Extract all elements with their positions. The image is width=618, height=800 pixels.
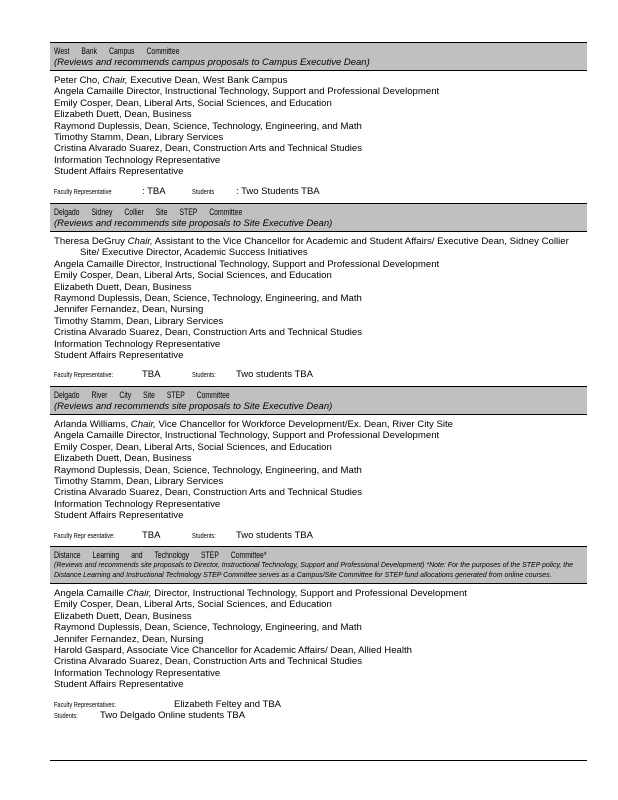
member-item <box>54 487 583 498</box>
member-name: Timothy Stamm, Dean, Library Services <box>54 315 224 327</box>
member-list <box>50 415 587 522</box>
member-name: Information Technology Representative <box>54 667 221 679</box>
member-name: Emily Cosper, Dean, Liberal Arts, Social Sciences, and Education <box>54 441 332 453</box>
member-role: Vice Chancellor for Workforce Development/Ex. Dean, River City Site <box>155 419 454 430</box>
member-name: Student Affairs Representative <box>54 350 184 362</box>
member-name: Student Affairs Representative <box>54 166 184 178</box>
students-label: Students: <box>192 370 216 380</box>
member-role: Director, Instructional Technology, Support and Professional Development <box>151 588 467 599</box>
member-item <box>54 499 583 510</box>
committee-section <box>50 546 587 721</box>
member-name: Peter Cho, <box>54 75 103 86</box>
member-name: Emily Cosper, Dean, Liberal Arts, Social Sciences, and Education <box>54 599 332 611</box>
member-name: Information Technology Representative <box>54 338 221 350</box>
member-name: Angela Camaille <box>54 588 127 599</box>
committee-header <box>50 386 587 415</box>
member-item <box>54 327 583 338</box>
committee-title: West Bank Campus Committee <box>54 46 180 57</box>
committee-title: Distance Learning and Technology STEP Committee* <box>54 550 267 561</box>
member-chair: Chair, <box>127 236 153 247</box>
member-name: Theresa DeGruy <box>54 236 128 247</box>
member-item <box>54 121 583 132</box>
member-item <box>54 510 583 521</box>
representatives-line <box>50 691 587 721</box>
member-name: Cristina Alvarado Suarez, Dean, Construction Arts and Technical Studies <box>54 327 363 339</box>
committee-section <box>50 203 587 380</box>
member-name: Emily Cosper, Dean, Liberal Arts, Social Sciences, and Education <box>54 270 332 282</box>
students-value: Two students TBA <box>236 529 313 541</box>
member-name: Cristina Alvarado Suarez, Dean, Construction Arts and Technical Studies <box>54 487 363 499</box>
faculty-value: TBA <box>142 369 161 381</box>
member-name: Student Affairs Representative <box>54 679 184 691</box>
member-chair: Chair, <box>102 75 128 86</box>
member-item <box>54 453 583 464</box>
member-name: Elizabeth Duett, Dean, Business <box>54 610 192 622</box>
member-item <box>54 75 583 86</box>
member-name: Timothy Stamm, Dean, Library Services <box>54 132 224 144</box>
member-item <box>54 259 583 270</box>
faculty-label: Faculty Representative: <box>54 370 114 380</box>
member-item <box>54 339 583 350</box>
member-name: Raymond Duplessis, Dean, Science, Technology, Engineering, and Math <box>54 622 362 634</box>
member-name: Timothy Stamm, Dean, Library Services <box>54 476 224 488</box>
member-item <box>54 430 583 441</box>
member-item <box>54 599 583 610</box>
member-item <box>54 109 583 120</box>
member-name: Angela Camaille Director, Instructional Technology, Support and Professional Development <box>54 258 440 270</box>
member-name: Arlanda Williams, <box>54 419 131 430</box>
committee-header <box>50 203 587 232</box>
member-item <box>54 86 583 97</box>
member-name: Information Technology Representative <box>54 498 221 510</box>
member-name: Elizabeth Duett, Dean, Business <box>54 453 192 465</box>
member-name: Raymond Duplessis, Dean, Science, Technology, Engineering, and Math <box>54 120 362 132</box>
member-name: Jennifer Fernandez, Dean, Nursing <box>54 633 204 645</box>
committee-note: (Reviews and recommends site proposals to Director, Instructional Technology, Support and Professional Development) *Note: For the purposes of the STEP policy, the Distance Learning and Instructional Technology STEP Committee serves as a Campus/Site Committee for STEP fund allocations generated from online courses. <box>54 562 574 579</box>
member-item <box>54 316 583 327</box>
representatives-line <box>50 178 587 197</box>
bottom-divider <box>50 760 587 761</box>
member-name: Information Technology Representative <box>54 154 221 166</box>
students-value: : Two Students TBA <box>236 185 320 197</box>
member-item <box>54 656 583 667</box>
member-item <box>54 476 583 487</box>
students-label: Students: <box>54 710 78 720</box>
member-item <box>54 270 583 281</box>
member-chair: Chair, <box>130 419 156 430</box>
faculty-value: Elizabeth Feltey and TBA <box>174 698 282 710</box>
member-list <box>50 584 587 691</box>
committee-title: Delgado River City Site STEP Committee <box>54 390 230 401</box>
committee-section <box>50 386 587 541</box>
committee-subtitle: (Reviews and recommends campus proposals to Campus Executive Dean) <box>54 57 370 68</box>
member-list <box>50 232 587 361</box>
member-item <box>54 350 583 361</box>
member-name: Angela Camaille Director, Instructional Technology, Support and Professional Development <box>54 430 440 442</box>
member-list <box>50 71 587 178</box>
member-name: Emily Cosper, Dean, Liberal Arts, Social Sciences, and Education <box>54 97 332 109</box>
member-name: Cristina Alvarado Suarez, Dean, Construction Arts and Technical Studies <box>54 656 363 668</box>
faculty-value: TBA <box>142 529 161 541</box>
member-name: Elizabeth Duett, Dean, Business <box>54 281 192 293</box>
committee-subtitle: (Reviews and recommends site proposals to Site Executive Dean) <box>54 218 333 229</box>
member-item <box>54 304 583 315</box>
member-item <box>54 143 583 154</box>
member-item <box>54 236 583 259</box>
member-name: Angela Camaille Director, Instructional Technology, Support and Professional Development <box>54 86 440 98</box>
member-item <box>54 611 583 622</box>
member-item <box>54 622 583 633</box>
committee-header <box>50 42 587 71</box>
representatives-line <box>50 522 587 541</box>
member-item <box>54 282 583 293</box>
students-value: Two students TBA <box>236 369 313 381</box>
faculty-label: Faculty Repr esentative: <box>54 530 115 540</box>
member-name: Harold Gaspard, Associate Vice Chancellor for Academic Affairs/ Dean, Allied Health <box>54 645 412 657</box>
representatives-line <box>50 361 587 380</box>
faculty-label: Faculty Representatives: <box>54 699 116 709</box>
member-item <box>54 634 583 645</box>
member-item <box>54 293 583 304</box>
committee-title: Delgado Sidney Collier Site STEP Committee <box>54 207 243 218</box>
member-name: Raymond Duplessis, Dean, Science, Technology, Engineering, and Math <box>54 293 362 305</box>
member-item <box>54 442 583 453</box>
committee-header <box>50 546 587 584</box>
member-item <box>54 679 583 690</box>
member-item <box>54 98 583 109</box>
students-label: Students <box>192 186 215 196</box>
member-item <box>54 166 583 177</box>
committee-subtitle: (Reviews and recommends site proposals to Site Executive Dean) <box>54 401 333 412</box>
faculty-label: Faculty Representative <box>54 186 112 196</box>
member-name: Elizabeth Duett, Dean, Business <box>54 109 192 121</box>
member-item <box>54 155 583 166</box>
member-item <box>54 465 583 476</box>
member-name: Raymond Duplessis, Dean, Science, Technology, Engineering, and Math <box>54 464 362 476</box>
students-label: Students: <box>192 530 216 540</box>
member-item <box>54 419 583 430</box>
member-item <box>54 588 583 599</box>
member-name: Cristina Alvarado Suarez, Dean, Construction Arts and Technical Studies <box>54 143 363 155</box>
member-item <box>54 132 583 143</box>
committee-section <box>50 42 587 197</box>
member-chair: Chair, <box>126 588 152 599</box>
member-role: Executive Dean, West Bank Campus <box>127 75 288 86</box>
member-name: Jennifer Fernandez, Dean, Nursing <box>54 304 204 316</box>
member-item <box>54 668 583 679</box>
member-item <box>54 645 583 656</box>
faculty-value: : TBA <box>142 185 166 197</box>
member-name: Student Affairs Representative <box>54 510 184 522</box>
students-value: Two Delgado Online students TBA <box>100 709 246 721</box>
member-role: Assistant to the Vice Chancellor for Academic and Student Affairs/ Executive Dean, Sidney Collier Site/ Executive Director, Academic Success Initiatives <box>80 236 569 259</box>
